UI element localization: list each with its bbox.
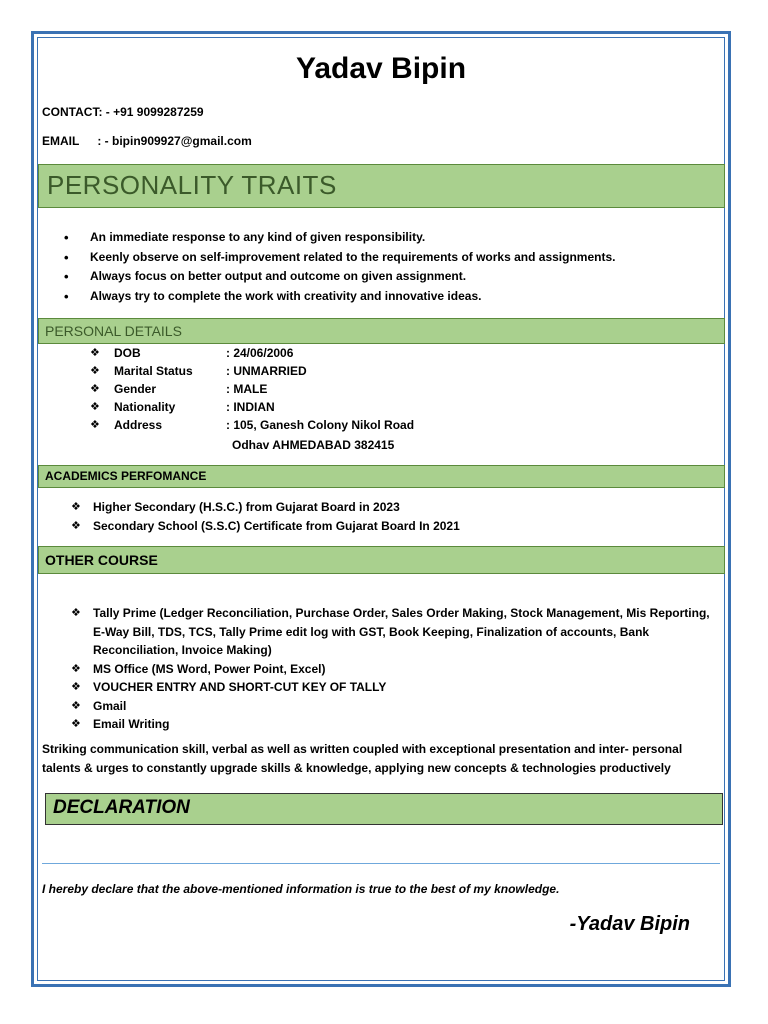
diamond-bullet-icon: ❖ — [90, 383, 100, 395]
list-item-text: Gmail — [93, 698, 127, 713]
diamond-bullet-icon: ❖ — [71, 519, 81, 532]
diamond-bullet-icon: ❖ — [71, 501, 81, 513]
detail-row-gender — [64, 380, 704, 398]
list-item — [34, 228, 724, 248]
list-item — [34, 517, 724, 536]
list-item — [34, 498, 724, 517]
signature: -Yadav Bipin — [569, 913, 690, 935]
personal-details-list — [64, 344, 704, 456]
detail-value: : 105, Ganesh Colony Nikol Road — [226, 418, 415, 432]
email-label: EMAIL — [42, 134, 80, 148]
section-title: OTHER COURSE — [45, 552, 158, 568]
list-item — [34, 287, 724, 307]
detail-value: : MALE — [226, 382, 268, 396]
list-item — [34, 660, 724, 679]
list-item — [34, 267, 724, 287]
diamond-bullet-icon: ❖ — [90, 347, 100, 359]
list-item-text: Keenly observe on self-improvement related to the requirements of works and assignments. — [90, 249, 616, 264]
diamond-bullet-icon: ❖ — [71, 718, 81, 730]
list-item-text: Tally Prime (Ledger Reconciliation, Purchase Order, Sales Order Making, Stock Management, Mis Reporting, E-Way Bill, TDS, TCS, Tally Prime edit log with GST, Book Keeping, Finalization of accounts, Bank Reconciliation, Invoice Making) — [93, 606, 710, 657]
other-course-list — [34, 604, 724, 734]
other-course-header — [38, 546, 725, 574]
personality-list — [34, 228, 724, 306]
list-item — [34, 678, 724, 697]
personality-traits-header — [38, 164, 725, 208]
list-item-text: Email Writing — [93, 717, 170, 731]
list-item-text: MS Office (MS Word, Power Point, Excel) — [93, 661, 326, 676]
detail-label: Nationality — [114, 400, 176, 414]
diamond-bullet-icon: ❖ — [71, 607, 81, 619]
detail-label: Address — [114, 418, 163, 432]
section-title: PERSONALITY TRAITS — [47, 170, 337, 200]
contact-line — [42, 105, 204, 119]
divider-line — [42, 863, 720, 864]
list-item — [34, 715, 724, 734]
detail-value: : INDIAN — [226, 400, 275, 414]
section-title: ACADEMICS PERFOMANCE — [45, 469, 207, 483]
list-item — [34, 248, 724, 268]
detail-label: Marital Status — [114, 364, 193, 378]
list-item-text: VOUCHER ENTRY AND SHORT-CUT KEY OF TALLY — [93, 680, 387, 694]
contact-value: - +91 9099287259 — [105, 105, 204, 119]
detail-value: Odhav AHMEDABAD 382415 — [232, 438, 395, 452]
resume-name: Yadav Bipin — [295, 52, 467, 85]
list-item-text: Secondary School (S.S.C) Certificate from Gujarat Board In 2021 — [93, 518, 460, 533]
list-item-text: Higher Secondary (H.S.C.) from Gujarat Board in 2023 — [93, 500, 400, 514]
resume-page — [34, 34, 728, 984]
detail-row-address — [64, 416, 704, 434]
diamond-bullet-icon: ❖ — [90, 365, 100, 377]
personal-details-header — [38, 318, 725, 344]
declaration-text: I hereby declare that the above-mentioned information is true to the best of my knowledge. — [42, 882, 560, 896]
detail-row-address-line2 — [64, 436, 704, 454]
section-title: DECLARATION — [53, 797, 190, 818]
detail-row-nationality — [64, 398, 704, 416]
detail-value: : UNMARRIED — [226, 364, 307, 378]
list-item-text: Always focus on better output and outcome on given assignment. — [90, 269, 467, 283]
summary-paragraph: Striking communication skill, verbal as well as written coupled with exceptional presentation and inter- personal talents & urges to constantly upgrade skills & knowledge, applying new concepts & technologies productively — [42, 742, 683, 775]
academics-header — [38, 465, 725, 488]
detail-value: : 24/06/2006 — [226, 346, 294, 360]
detail-row-dob — [64, 344, 704, 362]
diamond-bullet-icon: ❖ — [71, 681, 81, 693]
contact-label: CONTACT: — [42, 105, 103, 119]
email-value: : - bipin909927@gmail.com — [97, 134, 252, 148]
list-item-text: Always try to complete the work with creativity and innovative ideas. — [90, 288, 482, 303]
section-title: PERSONAL DETAILS — [45, 323, 182, 339]
academics-list — [34, 498, 724, 535]
detail-row-marital-status — [64, 362, 704, 380]
declaration-header — [45, 793, 723, 825]
detail-label: DOB — [114, 346, 141, 360]
diamond-bullet-icon: ❖ — [90, 419, 100, 431]
list-item — [34, 604, 724, 660]
email-line — [42, 134, 252, 148]
diamond-bullet-icon: ❖ — [71, 662, 81, 675]
list-item — [34, 697, 724, 716]
diamond-bullet-icon: ❖ — [90, 401, 100, 413]
diamond-bullet-icon: ❖ — [71, 699, 81, 712]
detail-label: Gender — [114, 382, 157, 396]
list-item-text: An immediate response to any kind of given responsibility. — [90, 230, 426, 244]
